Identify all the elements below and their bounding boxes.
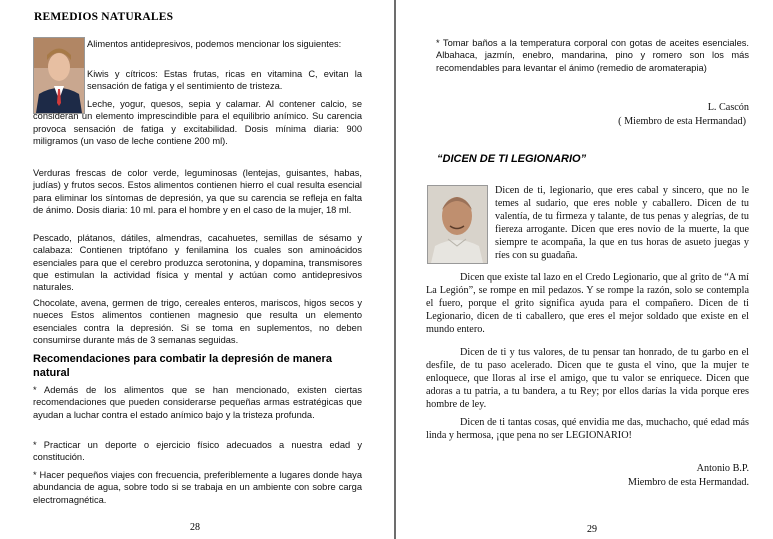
poem-paragraph-2: Dicen que existe tal lazo en el Credo Legionario, que al grito de “A mí La Legión”, se rompe en mil pedazos. Y se rompe la razón, solo se contempla el fuero, porque el grito significa ayuda para el compañero. Dicen de ti Legionario, dicen de ti caballero, que eres el mejor soldado que existe en el mundo entero. <box>426 272 749 335</box>
signature-2-name: Antonio B.P. <box>696 463 749 474</box>
poem-paragraph-3: Dicen de ti y tus valores, de tu pensar tan honrado, de tu garbo en el desfile, de tu paso acelerado. Dicen que te gusta el vino, que la mujer te enloquece, que lloras al irse el amigo, que tu valor se enriquece. Dicen que adoras a tu patria, a tu bandera, a tu Rey; por ellos darías la vida porque eres hombre de ley. <box>426 347 749 410</box>
signature-1-name: L. Cascón <box>707 102 749 113</box>
pescado-paragraph: Pescado, plátanos, dátiles, almendras, cacahuetes, semillas de sésamo y calabaza: Contienen triptófano y fenilamina los cuales son aminoácidos esenciales para que el cerebro produzca serotonina, y dopamina, transmisores que estimulan la actividad física y mental y actúan como antidepresivos naturales. <box>33 233 362 293</box>
intro-paragraph: Alimentos antidepresivos, podemos mencionar los siguientes: <box>87 39 342 49</box>
right-page <box>396 0 773 539</box>
recommendation-1: * Además de los alimentos que se han mencionado, existen ciertas recomendaciones que pueden considerarse pequeñas armas estratégicas que ayudan a luchar contra el estado anímico bajo y la tristeza profunda. <box>33 385 362 420</box>
chocolate-paragraph: Chocolate, avena, germen de trigo, cereales enteros, mariscos, higos secos y nueces Estos alimentos contienen magnesio que resulta un elemento esenciales contra la depresión. Si se toma en suplementos, no deben consumirse durante más de 3 semanas seguidas. <box>33 298 362 345</box>
signature-1-role: ( Miembro de esta Hermandad) <box>618 116 746 127</box>
older-man-portrait <box>428 186 487 263</box>
verduras-paragraph: Verduras frescas de color verde, leguminosas (lentejas, guisantes, habas, judías) y frutos secos. Estos alimentos contienen hierro el cual resulta esencial para eliminar los síntomas de depresión, ya que su carencia se refleja en falta de ánimo. Dosis diaria: 10 ml. para el hombre y en el caso de la mujer, 18 ml. <box>33 168 362 215</box>
leche-paragraph: Leche, yogur, quesos, sepia y calamar. Al contener calcio, se consideran un elemento imprescindible para el equilibrio anímico. Su carencia provoca sensación de fatiga y excitabilidad. Dosis mínima diaria: 900 miligramos (un vaso de leche contiene 200 ml). <box>33 99 362 146</box>
page-number-right: 29 <box>587 524 597 535</box>
recommendation-3: * Hacer pequeños viajes con frecuencia, preferiblemente a lugares donde haya abundancia de agua, sobre todo si se trabaja en un ambiente con sobre carga electromagnética. <box>33 470 362 505</box>
author-photo-right <box>427 185 488 264</box>
poem-title: “DICEN DE TI LEGIONARIO” <box>437 153 587 165</box>
signature-2-role: Miembro de esta Hermandad. <box>627 477 749 488</box>
kiwis-paragraph: Kiwis y cítricos: Estas frutas, ricas en vitamina C, evitan la sensación de fatiga y el sentimiento de tristeza. <box>87 69 362 92</box>
recommendations-heading: Recomendaciones para combatir la depresión de manera natural <box>33 353 332 379</box>
page-number-left: 28 <box>190 522 200 533</box>
recommendation-2: * Practicar un deporte o ejercicio físico adecuados a nuestra edad y constitución. <box>33 440 362 463</box>
section-title: REMEDIOS NATURALES <box>34 11 174 23</box>
tomar-paragraph: * Tomar baños a la temperatura corporal con gotas de aceites esenciales. Albahaca, jazmín, enebro, mandarina, pino y romero son los más recomendables para levantar el ánimo (remedio de aromaterapia) <box>436 38 749 73</box>
poem-paragraph-1: Dicen de ti, legionario, que eres cabal y sincero, que no le temes al sudario, que eres noble y caballero. Dicen de tu valentía, de tu firmeza y talante, de tus penas y alegrías, de tu fiereza arrogante. Dicen que eres novio de la muerte, la que siempre te acompaña, la que en tus horas de asueto juegas y ríes con su guadaña. <box>495 185 749 261</box>
poem-paragraph-4: Dicen de ti tantas cosas, qué envidia me das, muchacho, qué edad más linda y hermosa, ¡que pena no ser LEGIONARIO! <box>426 417 749 441</box>
